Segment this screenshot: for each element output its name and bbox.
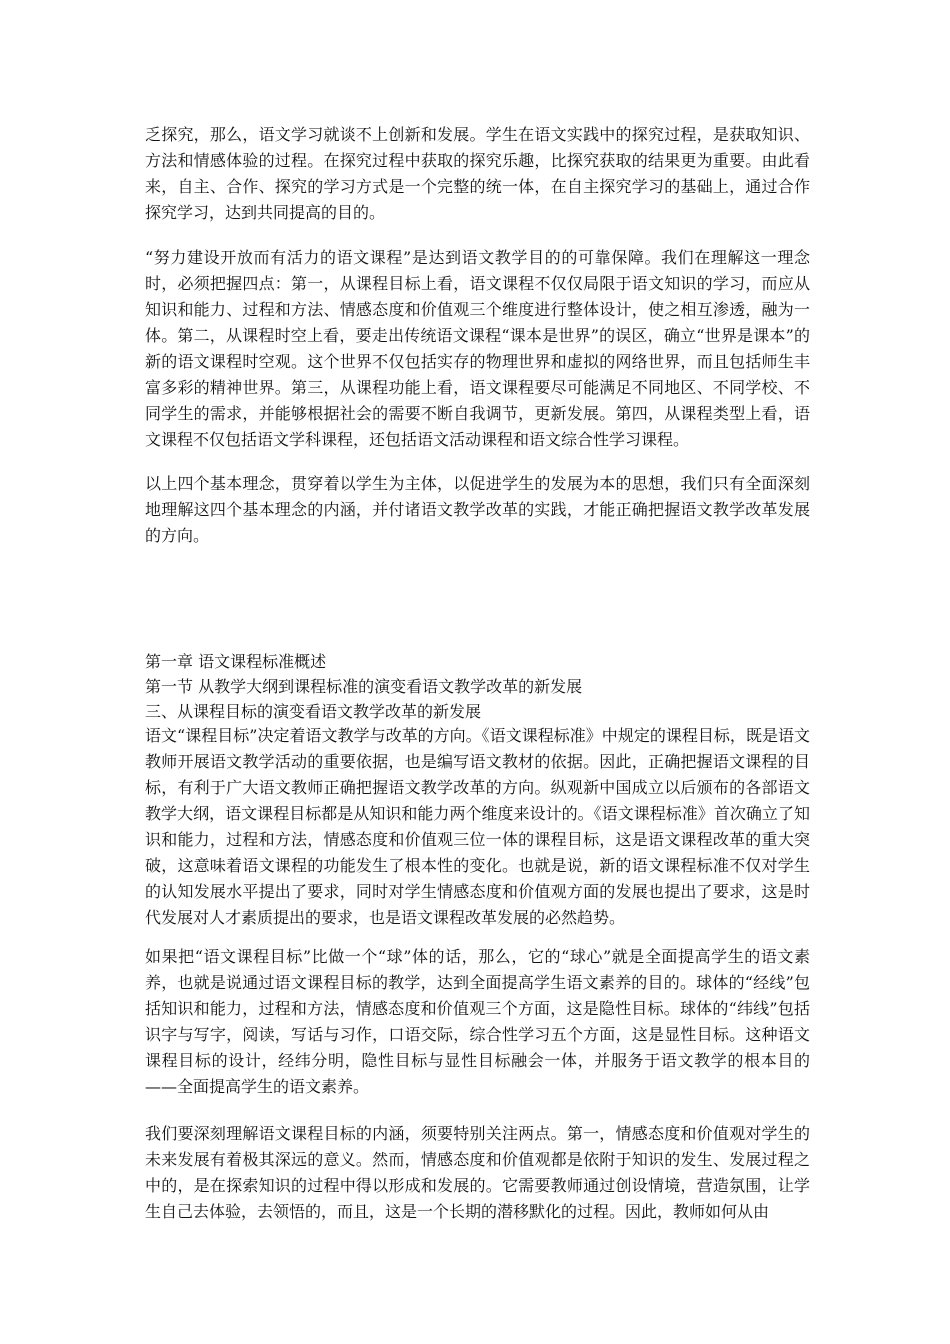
paragraph-text: 乏探究，那么，语文学习就谈不上创新和发展。学生在语文实践中的探究过程，是获取知识、方法和情感体验的过程。在探究过程中获取的探究乐趣，比探究获取的结果更为重要。由此看来，自主、合作、探究的学习方式是一个完整的统一体，在自主探究学习的基础上，通过合作探究学习，达到共同提高的目的。 <box>145 125 810 222</box>
chapter-title: 第一章 语文课程标准概述 <box>145 652 327 671</box>
paragraph-course-objectives <box>145 723 810 931</box>
paragraph-text: 如果把“语文课程目标”比做一个“球”体的话，那么，它的“球心”就是全面提高学生的语文素养，也就是说通过语文课程目标的教学，达到全面提高学生语文素养的目的。球体的“经线”包括知识和能力，过程和方法，情感态度和价值观三个方面，这是隐性目标。球体的“纬线”包括识字与写字，阅读，写话与习作，口语交际，综合性学习五个方面，这是显性目标。这种语文课程目标的设计，经纬分明，隐性目标与显性目标融会一体，并服务于语文教学的根本目的——全面提高学生的语文素养。 <box>145 947 810 1096</box>
paragraph-objective-connotation <box>145 1121 810 1225</box>
subsection-title: 三、从课程目标的演变看语文教学改革的新发展 <box>145 702 482 721</box>
paragraph-sphere-metaphor <box>145 944 810 1100</box>
paragraph-open-curriculum <box>145 245 810 453</box>
section-title: 第一节 从教学大纲到课程标准的演变看语文教学改革的新发展 <box>145 677 583 696</box>
paragraph-text: 我们要深刻理解语文课程目标的内涵，须要特别关注两点。第一，情感态度和价值观对学生的未来发展有着极其深远的意义。然而，情感态度和价值观都是依附于知识的发生、发展过程之中的，是在探索知识的过程中得以形成和发展的。它需要教师通过创设情境，营造氛围，让学生自己去体验，去领悟的，而且，这是一个长期的潜移默化的过程。因此，教师如何从由 <box>145 1124 810 1221</box>
chapter-heading-block <box>145 649 810 724</box>
paragraph-text: 语文“课程目标”决定着语文教学与改革的方向。《语文课程标准》中规定的课程目标，既是语文教师开展语文教学活动的重要依据，也是编写语文教材的依据。因此，正确把握语文课程的目标，有利于广大语文教师正确把握语文教学改革的方向。纵观新中国成立以后颁布的各部语文教学大纲，语文课程目标都是从知识和能力两个维度来设计的。《语文课程标准》首次确立了知识和能力，过程和方法，情感态度和价值观三位一体的课程目标，这是语文课程改革的重大突破，这意味着语文课程的功能发生了根本性的变化。也就是说，新的语文课程标准不仅对学生的认知发展水平提出了要求，同时对学生情感态度和价值观方面的发展也提出了要求，这是时代发展对人才素质提出的要求，也是语文课程改革发展的必然趋势。 <box>145 726 810 927</box>
paragraph-text: 以上四个基本理念，贯穿着以学生为主体，以促进学生的发展为本的思想，我们只有全面深刻地理解这四个基本理念的内涵，并付诸语文教学改革的实践，才能正确把握语文教学改革发展的方向。 <box>145 474 810 545</box>
paragraph-continuation <box>145 122 810 226</box>
paragraph-text: “努力建设开放而有活力的语文课程”是达到语文教学目的的可靠保障。我们在理解这一理念时，必须把握四点：第一，从课程目标上看，语文课程不仅仅局限于语文知识的学习，而应从知识和能力、过程和方法、情感态度和价值观三个维度进行整体设计，使之相互渗透，融为一体。第二，从课程时空上看，要走出传统语文课程“课本是世界”的误区，确立“世界是课本”的新的语文课程时空观。这个世界不仅包括实存的物理世界和虚拟的网络世界，而且包括师生丰富多彩的精神世界。第三，从课程功能上看，语文课程要尽可能满足不同地区、不同学校、不同学生的需求，并能够根据社会的需要不断自我调节，更新发展。第四，从课程类型上看，语文课程不仅包括语文学科课程，还包括语文活动课程和语文综合性学习课程。 <box>145 248 810 449</box>
paragraph-summary <box>145 471 810 549</box>
